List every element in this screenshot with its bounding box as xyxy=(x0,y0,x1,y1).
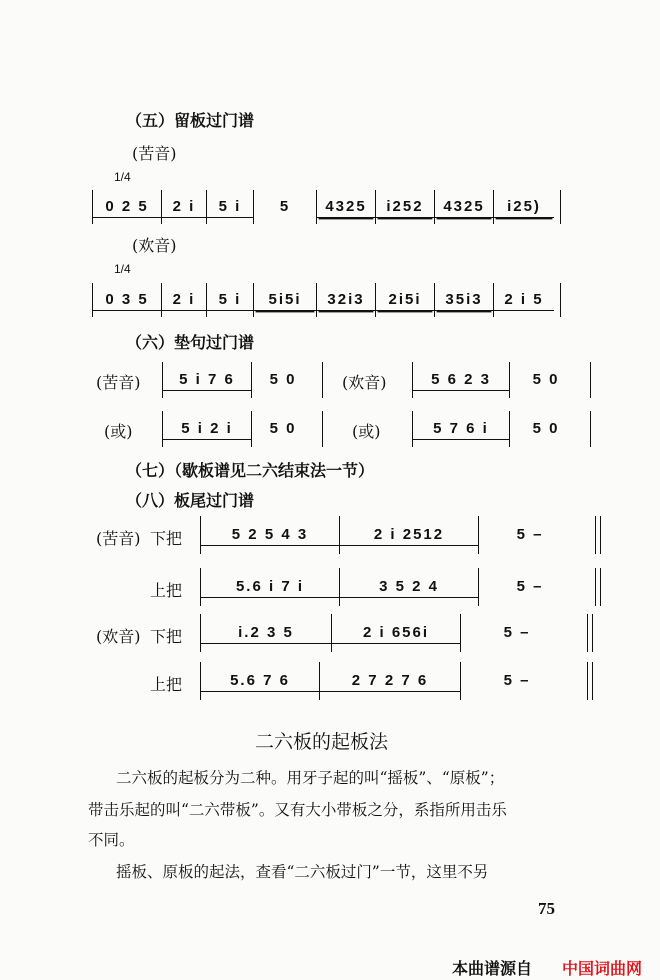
meter-label: 1/4 xyxy=(114,170,131,184)
measure: 2i5i xyxy=(376,290,434,311)
or-label: (或) xyxy=(352,422,381,441)
measure: 5 i 2 i xyxy=(163,419,251,440)
happy-tone-label: (欢音) xyxy=(96,627,141,646)
notation-row-8-3 xyxy=(200,614,593,652)
notation-row-8-2 xyxy=(200,568,601,606)
notation-row-8-4 xyxy=(200,662,593,700)
measure: 3 5 2 4 xyxy=(340,577,478,598)
section-5-heading: （五）留板过门谱 xyxy=(126,111,255,130)
barline xyxy=(560,283,561,317)
or-label: (或) xyxy=(104,422,133,441)
measure: 4325 xyxy=(435,197,493,218)
measure: 5 – xyxy=(516,526,544,543)
notation-row-6a-right xyxy=(412,362,591,398)
final-barline xyxy=(587,614,593,652)
barline xyxy=(590,411,591,447)
measure: 2 7 2 7 6 xyxy=(320,671,460,692)
measure: 32i3 xyxy=(317,290,375,311)
section-8-heading: （八）板尾过门谱 xyxy=(126,491,255,510)
measure: 5.6 i 7 i xyxy=(201,577,339,598)
paragraph-line: 摇板、原板的起法，查看“二六板过门”一节，这里不另 xyxy=(116,863,489,881)
measure: 5 0 xyxy=(269,420,297,437)
bitter-tone-label: (苦音) xyxy=(132,144,177,163)
page-number: 75 xyxy=(538,899,555,918)
measure: 4325 xyxy=(317,197,375,218)
measure: i25) xyxy=(494,197,554,218)
measure: 5 2 5 4 3 xyxy=(201,525,339,546)
measure: 2 i xyxy=(162,197,206,218)
measure: i252 xyxy=(376,197,434,218)
measure: 5 – xyxy=(503,672,531,689)
measure: 5 0 xyxy=(269,371,297,388)
paragraph-line: 不同。 xyxy=(88,831,135,849)
measure: 2 i 656i xyxy=(332,623,460,644)
measure: 35i3 xyxy=(435,290,493,311)
measure: 5 i xyxy=(207,197,253,218)
barline xyxy=(322,411,323,447)
upper-position-label: 上把 xyxy=(150,581,183,600)
measure: 2 i xyxy=(162,290,206,311)
section-7-heading: （七）（歇板谱见二六结束法一节） xyxy=(126,461,375,480)
measure: 2 i 2512 xyxy=(340,525,478,546)
happy-tone-label: (欢音) xyxy=(342,373,387,392)
measure: 2 i 5 xyxy=(494,290,554,311)
measure: i.2 3 5 xyxy=(201,623,331,644)
notation-row-6a-left xyxy=(162,362,323,398)
measure: 5 0 xyxy=(532,420,560,437)
meter-label: 1/4 xyxy=(114,262,131,276)
barline xyxy=(560,190,561,224)
bitter-tone-label: (苦音) xyxy=(96,373,141,392)
section-title: 二六板的起板法 xyxy=(255,731,389,753)
notation-row-bitter xyxy=(92,190,561,224)
lower-position-label: 下把 xyxy=(150,627,183,646)
upper-position-label: 上把 xyxy=(150,675,183,694)
lower-position-label: 下把 xyxy=(150,529,183,548)
happy-tone-label: (欢音) xyxy=(132,236,177,255)
notation-row-6b-left xyxy=(162,411,323,447)
measure: 5 – xyxy=(516,578,544,595)
measure: 5 i 7 6 xyxy=(163,370,251,391)
paragraph-line: 二六板的起板分为二种。用牙子起的叫“摇板”、“原板”； xyxy=(116,769,505,787)
final-barline xyxy=(587,662,593,700)
measure: 5 xyxy=(279,198,291,215)
notation-row-6b-right xyxy=(412,411,591,447)
section-6-heading: （六）垫句过门谱 xyxy=(126,333,255,352)
barline xyxy=(322,362,323,398)
measure: 5.6 7 6 xyxy=(201,671,319,692)
measure: 0 2 5 xyxy=(93,197,161,218)
notation-row-happy xyxy=(92,283,561,317)
measure: 5 7 6 i xyxy=(413,419,509,440)
final-barline xyxy=(595,516,601,554)
barline xyxy=(590,362,591,398)
measure: 5i5i xyxy=(254,290,316,311)
measure: 5 – xyxy=(503,624,531,641)
measure: 5 i xyxy=(207,290,253,311)
measure: 0 3 5 xyxy=(93,290,161,311)
notation-row-8-1 xyxy=(200,516,601,554)
measure: 5 0 xyxy=(532,371,560,388)
bitter-tone-label: (苦音) xyxy=(96,529,141,548)
final-barline xyxy=(595,568,601,606)
paragraph-line: 带击乐起的叫“二六带板”。又有大小带板之分，系指所用击乐 xyxy=(88,801,507,819)
source-prefix: 本曲谱源自 xyxy=(452,959,533,978)
measure: 5 6 2 3 xyxy=(413,370,509,391)
source-site-link[interactable]: 中国词曲网 xyxy=(562,959,643,978)
